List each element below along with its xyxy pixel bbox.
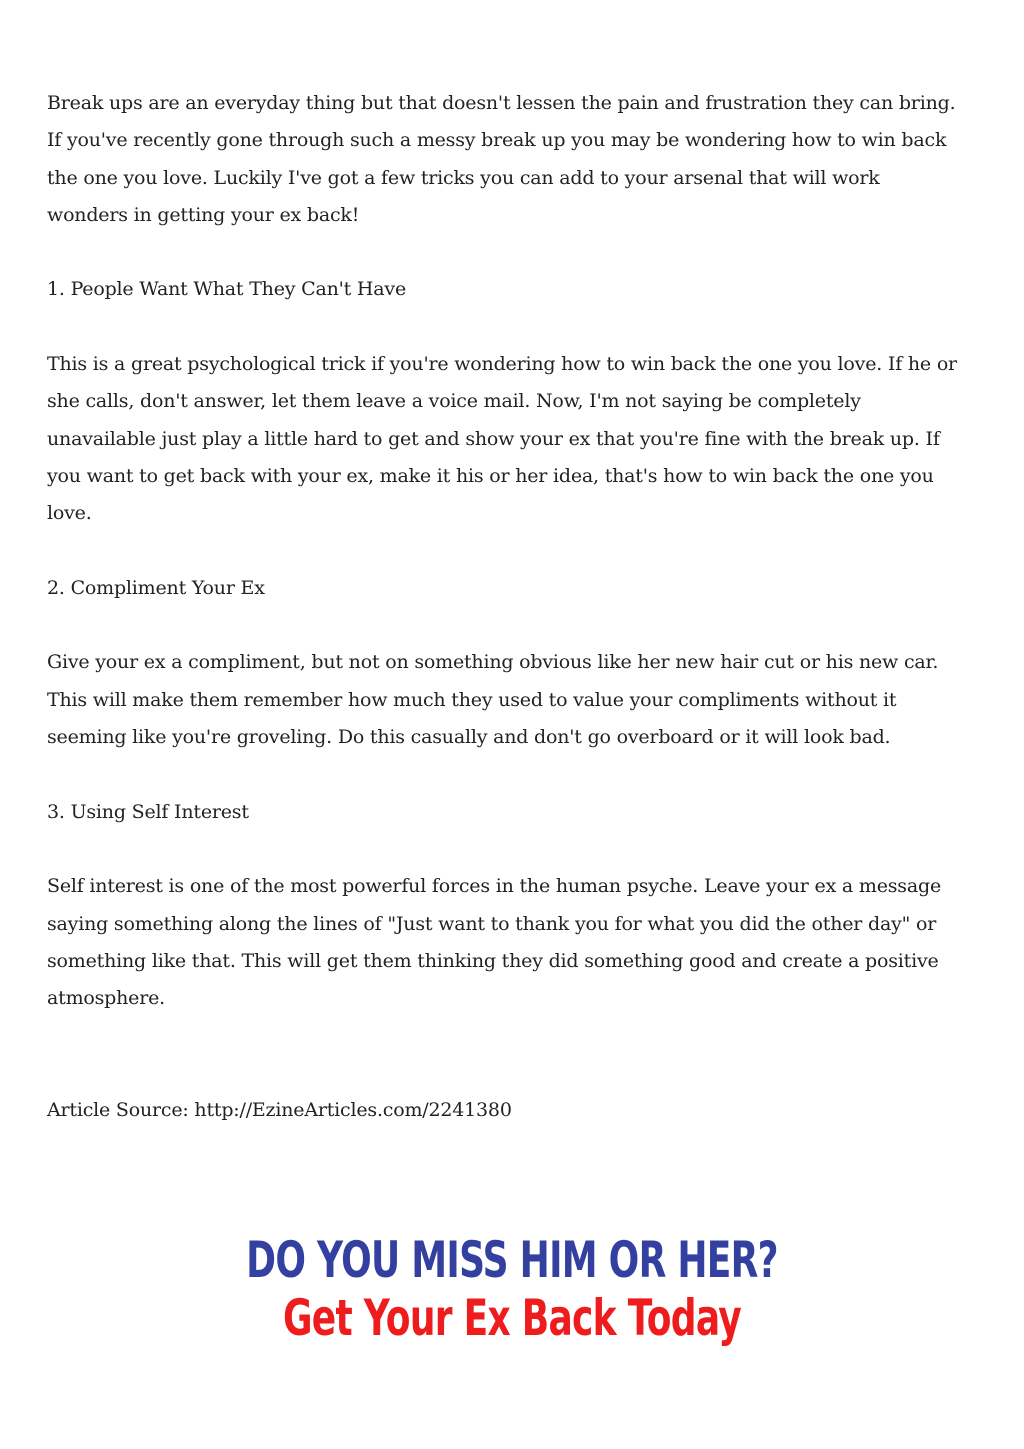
section-body: Self interest is one of the most powerful forces in the human psyche. Leave your ex a message saying something along the lines of "Just want to thank you for what you did the other day" or something like that. This will get them thinking they did something good and create a positive atmosphere. xyxy=(47,875,941,1010)
section-heading: 3. Using Self Interest xyxy=(47,800,249,823)
section-heading: 2. Compliment Your Ex xyxy=(47,576,265,599)
article-intro: Break ups are an everyday thing but that doesn't lessen the pain and frustration they can bring. If you've recently gone through such a messy break up you may be wondering how to win back the one you love. Luckily I've got a few tricks you can add to your arsenal that will work wonders in getting your ex back! xyxy=(47,92,956,226)
section-heading: 1. People Want What They Can't Have xyxy=(47,278,406,301)
section-body: Give your ex a compliment, but not on something obvious like her new hair cut or his new car. This will make them remember how much they used to value your compliments without it seeming like you're groveling. Do this casually and don't go overboard or it will look bad. xyxy=(47,651,939,749)
cta-headline: DO YOU MISS HIM OR HER? xyxy=(246,1231,778,1289)
article-body xyxy=(47,85,957,1167)
cta-subline: Get Your Ex Back Today xyxy=(282,1289,742,1347)
article-source: Article Source: http://EzineArticles.com/2241380 xyxy=(47,1099,512,1122)
section-body: This is a great psychological trick if you're wondering how to win back the one you love. If he or she calls, don't answer, let them leave a voice mail. Now, I'm not saying be completely unavailable just play a little hard to get and show your ex that you're fine with the break up. If you want to get back with your ex, make it his or her idea, that's how to win back the one you love. xyxy=(47,353,957,525)
